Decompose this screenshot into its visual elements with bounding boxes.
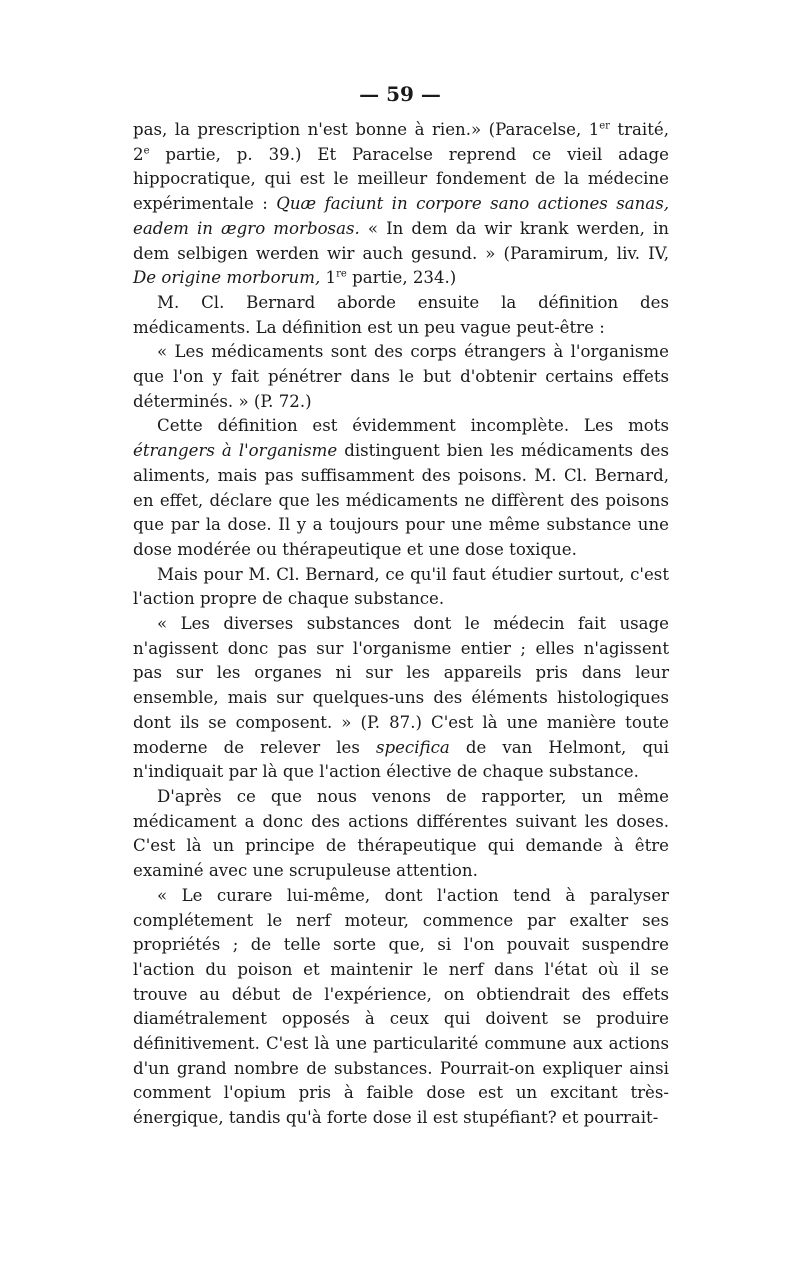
text-run: 1 <box>320 268 337 288</box>
italic-text: Quæ faciunt in corpore sano actiones sanas, eadem in ægro morbosas. <box>133 194 669 238</box>
paragraph <box>133 118 669 291</box>
text-run: M. Cl. Bernard aborde ensuite la définition des médicaments. La définition est un peu vague peut-être : <box>133 292 669 337</box>
text-run: « In dem da wir krank werden, in dem selbigen werden wir auch gesund. » (Paramirum, liv. IV, <box>133 218 669 263</box>
paragraph <box>133 612 669 785</box>
italic-text: étrangers à l'organisme <box>133 441 338 461</box>
paragraph <box>133 884 669 1131</box>
text-run: partie, p. 39.) Et Paracelse reprend ce vieil adage hippocratique, qui est le meilleur fondement de la médecine expérimentale : <box>133 144 669 214</box>
italic-text: De origine morborum, <box>133 268 321 288</box>
text-run: de van Helmont, qui n'indiquait par là que l'action élective de chaque substance. <box>133 737 669 782</box>
superscript: er <box>599 120 610 132</box>
italic-text: specifica <box>375 737 450 757</box>
text-run: pas, la prescription n'est bonne à rien.» (Paracelse, 1 <box>133 120 600 139</box>
text-run: distinguent bien les médicaments des aliments, mais pas suffisamment des poisons. M. Cl. Bernard, en effet, déclare que les médicaments ne diffèrent des poisons que par la dose. Il y a toujours pour une même substance une dose modérée ou thérapeutique et une dose toxique. <box>133 441 669 559</box>
paragraph <box>133 291 669 340</box>
paragraph <box>133 785 669 884</box>
text-run: Cette définition est évidemment incomplète. Les mots <box>157 416 669 436</box>
paragraph <box>133 563 669 612</box>
page-number: — 59 — <box>359 82 441 106</box>
text-run: Mais pour M. Cl. Bernard, ce qu'il faut étudier surtout, c'est l'action propre de chaque substance. <box>133 564 669 609</box>
paragraph <box>133 340 669 414</box>
body-text <box>133 118 669 1131</box>
paragraph <box>133 414 669 562</box>
text-run: D'après ce que nous venons de rapporter, un même médicament a donc des actions différentes suivant les doses. C'est là un principe de thérapeutique qui demande à être examiné avec une scrupuleuse attention. <box>133 786 669 881</box>
text-run: « Les diverses substances dont le médecin fait usage n'agissent donc pas sur l'organisme entier ; elles n'agissent pas sur les organes ni sur les appareils pris dans leur ensemble, mais sur quelques-uns des éléments histologiques dont ils se composent. » (P. 87.) C'est là une manière toute moderne de relever les <box>133 614 669 757</box>
text-run: partie, 234.) <box>346 268 457 288</box>
superscript: e <box>143 145 150 157</box>
text-run: « Le curare lui-même, dont l'action tend à paralyser complétement le nerf moteur, commence par exalter ses propriétés ; de telle sorte que, si l'on pouvait suspendre l'action du poison et maintenir le nerf dans l'état où il se trouve au début de l'expérience, on obtiendrait des effets diamétralement opposés à ceux qui doivent se produire définitivement. C'est là une particularité commune aux actions d'un grand nombre de substances. Pourrait-on expliquer ainsi comment l'opium pris à faible dose est un excitant très-énergique, tandis qu'à forte dose il est stupéfiant? et pourrait- <box>133 885 669 1128</box>
superscript: re <box>336 268 347 280</box>
text-run: « Les médicaments sont des corps étrangers à l'organisme que l'on y fait pénétrer dans le but d'obtenir certains effets déterminés. » (P. 72.) <box>133 342 669 411</box>
text-run: traité, 2 <box>133 120 669 164</box>
